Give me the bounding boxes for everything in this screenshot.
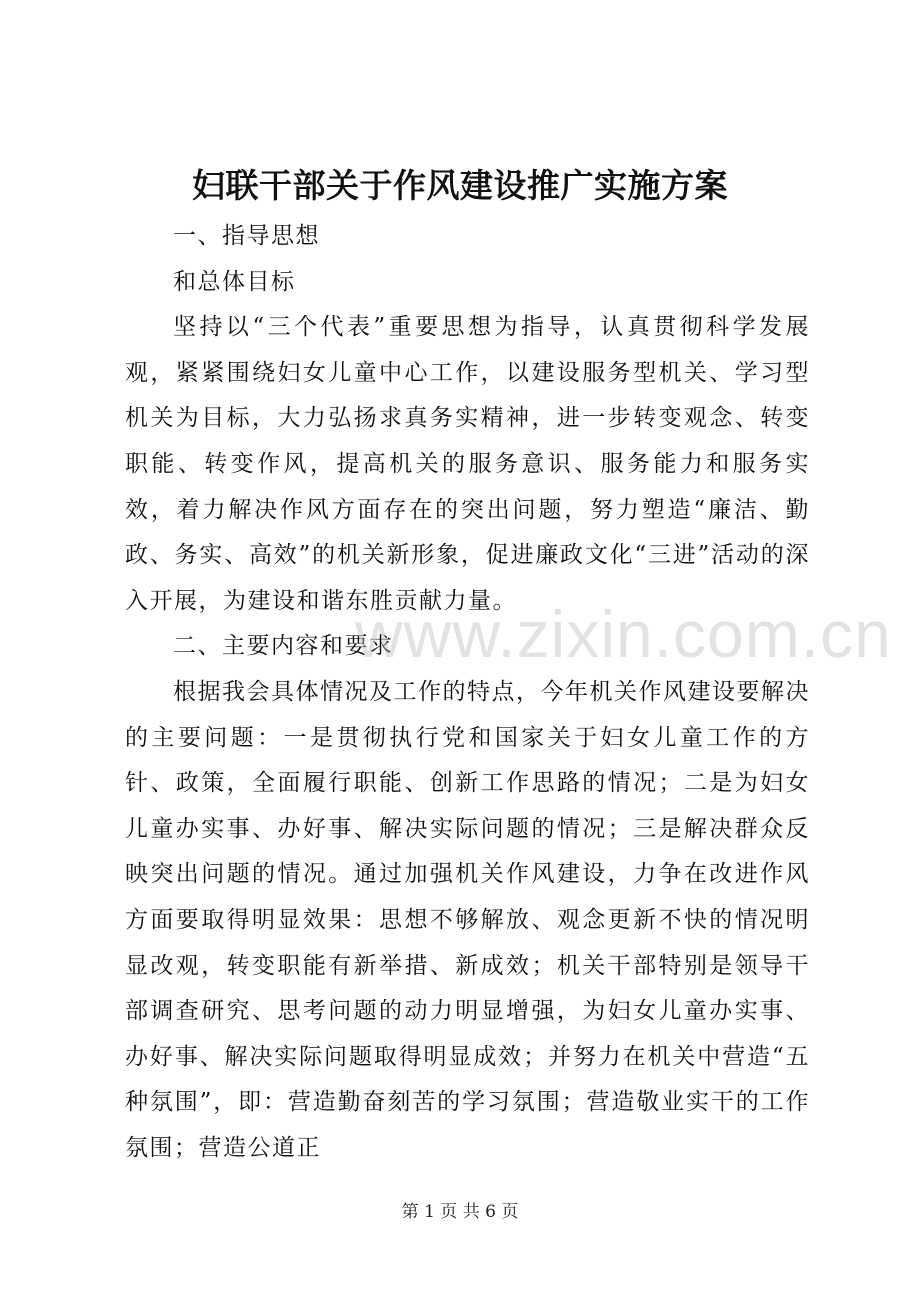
section-heading-1-continued: 和总体目标	[173, 268, 296, 295]
page-footer: 第 1 页 共 6 页	[401, 1202, 519, 1222]
section-heading-1: 一、指导思想	[173, 223, 320, 249]
paragraph-main-content: 根据我会具体情况及工作的特点，今年机关作风建设要解决的主要问题：一是贯彻执行党和国家关于妇女儿童工作的方针、政策，全面履行职能、创新工作思路的情况；二是为妇女儿童办实事、办好事、解决实际问题的情况；三是解决群众反映突出问题的情况。通过加强机关作风建设，力争在改进作风方面要取得明显效果：思想不够解放、观念更新不快的情况明显改观，转变职能有新举措、新成效；机关干部特别是领导干部调查研究、思考问题的动力明显增强，为妇女儿童办实事、办好事、解决实际问题取得明显成效；并努力在机关中营造“五种氛围”，即：营造勤奋刻苦的学习氛围；营造敬业实干的工作氛围；营造公道正	[125, 678, 810, 1161]
watermark: www.zixin.com.cn	[355, 597, 892, 671]
document-body	[125, 214, 810, 1171]
section-heading-2: 二、主要内容和要求	[173, 633, 394, 660]
paragraph-guiding-thought: 坚持以“三个代表”重要思想为指导，认真贯彻科学发展观，紧紧围绕妇女儿童中心工作，以建设服务型机关、学习型机关为目标，大力弘扬求真务实精神，进一步转变观念、转变职能、转变作风，提高机关的服务意识、服务能力和服务实效，着力解决作风方面存在的突出问题，努力塑造“廉洁、勤政、务实、高效”的机关新形象，促进廉政文化“三进”活动的深入开展，为建设和谐东胜贡献力量。	[125, 314, 810, 614]
document-title: 妇联干部关于作风建设推广实施方案	[192, 166, 728, 205]
